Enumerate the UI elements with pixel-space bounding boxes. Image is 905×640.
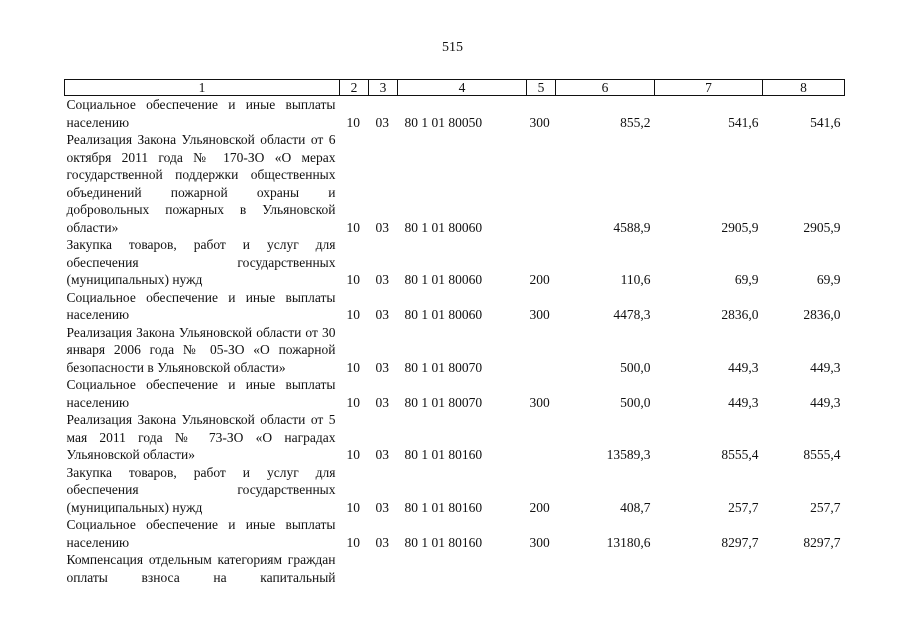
row-target-code: 80 1 01 80050 bbox=[404, 114, 483, 130]
row-amount-col8: 8297,7 bbox=[803, 534, 841, 550]
table-row bbox=[65, 551, 845, 586]
row-section bbox=[340, 551, 369, 586]
row-section: 10 bbox=[346, 272, 360, 287]
budget-table bbox=[64, 79, 845, 586]
row-subsection: 03 bbox=[375, 272, 389, 287]
header-col-3: 3 bbox=[369, 80, 398, 96]
row-amount-col7: 8555,4 bbox=[721, 447, 759, 462]
row-amount-col8: 541,6 bbox=[810, 114, 841, 130]
row-amount-col7: 69,9 bbox=[734, 272, 759, 287]
row-amount-col7: 541,6 bbox=[728, 114, 759, 130]
row-target-code: 80 1 01 80070 bbox=[404, 394, 483, 410]
row-section: 10 bbox=[346, 307, 360, 322]
row-target-code: 80 1 01 80160 bbox=[404, 447, 483, 462]
table-row bbox=[65, 96, 845, 132]
row-amount-col8: 69,9 bbox=[816, 272, 841, 287]
row-subsection: 03 bbox=[375, 534, 389, 550]
row-section: 10 bbox=[346, 447, 360, 462]
row-description: Закупка товаров, работ и услуг для обеспечения государственных (муниципальных) нужд bbox=[66, 464, 336, 515]
row-section: 10 bbox=[346, 394, 360, 410]
row-expense-type: 200 bbox=[529, 272, 550, 287]
row-amount-col6: 13180,6 bbox=[606, 534, 651, 550]
row-subsection: 03 bbox=[375, 499, 389, 515]
row-expense-type bbox=[527, 411, 556, 464]
row-description: Социальное обеспечение и иные выплаты населению bbox=[66, 289, 336, 322]
row-amount-col6: 500,0 bbox=[620, 359, 651, 375]
row-amount-col6: 500,0 bbox=[620, 394, 651, 410]
row-expense-type bbox=[527, 324, 556, 377]
row-amount-col6 bbox=[556, 551, 655, 586]
row-expense-type: 300 bbox=[529, 394, 550, 410]
row-amount-col6: 13589,3 bbox=[606, 447, 651, 462]
row-description: Реализация Закона Ульяновской области от 5 мая 2011 года № 73-ЗО «О наградах Ульяновской области» bbox=[66, 412, 336, 462]
row-amount-col6: 4588,9 bbox=[613, 219, 651, 235]
header-col-2: 2 bbox=[340, 80, 369, 96]
row-target-code: 80 1 01 80060 bbox=[404, 272, 483, 287]
row-expense-type bbox=[527, 131, 556, 236]
row-description: Реализация Закона Ульяновской области от 30 января 2006 года № 05-ЗО «О пожарной безопасности в Ульяновской области» bbox=[66, 324, 336, 375]
row-expense-type: 300 bbox=[529, 307, 550, 322]
row-amount-col6: 408,7 bbox=[620, 499, 651, 515]
header-col-8: 8 bbox=[763, 80, 845, 96]
row-target-code: 80 1 01 80060 bbox=[404, 219, 483, 235]
row-subsection: 03 bbox=[375, 114, 389, 130]
header-col-1: 1 bbox=[65, 80, 340, 96]
row-amount-col8 bbox=[763, 551, 845, 586]
table-row bbox=[65, 376, 845, 411]
row-expense-type: 300 bbox=[529, 114, 550, 130]
row-target-code: 80 1 01 80160 bbox=[404, 499, 483, 515]
row-section: 10 bbox=[346, 219, 360, 235]
row-subsection: 03 bbox=[375, 447, 389, 462]
row-expense-type: 200 bbox=[529, 499, 550, 515]
header-col-7: 7 bbox=[655, 80, 763, 96]
row-amount-col7: 449,3 bbox=[728, 359, 759, 375]
row-description: Социальное обеспечение и иные выплаты населению bbox=[66, 97, 336, 130]
table-row bbox=[65, 411, 845, 464]
row-subsection bbox=[369, 551, 398, 586]
row-amount-col6: 4478,3 bbox=[613, 307, 651, 322]
table-row bbox=[65, 516, 845, 551]
header-row bbox=[65, 80, 845, 96]
row-section: 10 bbox=[346, 359, 360, 375]
table-row bbox=[65, 236, 845, 289]
row-amount-col8: 2905,9 bbox=[803, 219, 841, 235]
row-section: 10 bbox=[346, 114, 360, 130]
row-target-code: 80 1 01 80070 bbox=[404, 359, 483, 375]
table-header bbox=[65, 80, 845, 96]
row-amount-col8: 2836,0 bbox=[803, 307, 841, 322]
row-description: Социальное обеспечение и иные выплаты населению bbox=[66, 377, 336, 410]
row-amount-col7 bbox=[655, 551, 763, 586]
row-target-code: 80 1 01 80060 bbox=[404, 307, 483, 322]
row-amount-col8: 257,7 bbox=[810, 499, 841, 515]
row-amount-col7: 449,3 bbox=[728, 394, 759, 410]
table-row bbox=[65, 131, 845, 236]
row-description: Реализация Закона Ульяновской области от 6 октября 2011 года № 170-ЗО «О мерах государственной поддержки общественных объединений пожарной охраны и добровольных пожарных в Ульяновской области» bbox=[66, 132, 336, 235]
row-target-code bbox=[398, 551, 527, 586]
row-amount-col7: 2836,0 bbox=[721, 307, 759, 322]
row-description: Компенсация отдельным категориям граждан оплаты взноса на капитальный bbox=[66, 552, 336, 585]
row-amount-col8: 449,3 bbox=[810, 394, 841, 410]
table-row bbox=[65, 289, 845, 324]
row-amount-col7: 2905,9 bbox=[721, 219, 759, 235]
row-subsection: 03 bbox=[375, 359, 389, 375]
table-row bbox=[65, 324, 845, 377]
row-amount-col6: 110,6 bbox=[620, 272, 651, 287]
row-amount-col8: 8555,4 bbox=[803, 447, 841, 462]
row-subsection: 03 bbox=[375, 394, 389, 410]
row-subsection: 03 bbox=[375, 219, 389, 235]
row-amount-col8: 449,3 bbox=[810, 359, 841, 375]
row-section: 10 bbox=[346, 499, 360, 515]
row-amount-col7: 257,7 bbox=[728, 499, 759, 515]
row-subsection: 03 bbox=[375, 307, 389, 322]
row-amount-col7: 8297,7 bbox=[721, 534, 759, 550]
row-expense-type: 300 bbox=[529, 534, 550, 550]
header-col-4: 4 bbox=[398, 80, 527, 96]
row-description: Социальное обеспечение и иные выплаты населению bbox=[66, 517, 336, 550]
table-body bbox=[65, 96, 845, 587]
row-description: Закупка товаров, работ и услуг для обеспечения государственных (муниципальных) нужд bbox=[66, 237, 336, 287]
row-amount-col6: 855,2 bbox=[620, 114, 651, 130]
header-col-6: 6 bbox=[556, 80, 655, 96]
row-expense-type bbox=[527, 551, 556, 586]
row-section: 10 bbox=[346, 534, 360, 550]
header-col-5: 5 bbox=[527, 80, 556, 96]
row-target-code: 80 1 01 80160 bbox=[404, 534, 483, 550]
table-row bbox=[65, 464, 845, 517]
page-number: 515 bbox=[442, 40, 463, 55]
